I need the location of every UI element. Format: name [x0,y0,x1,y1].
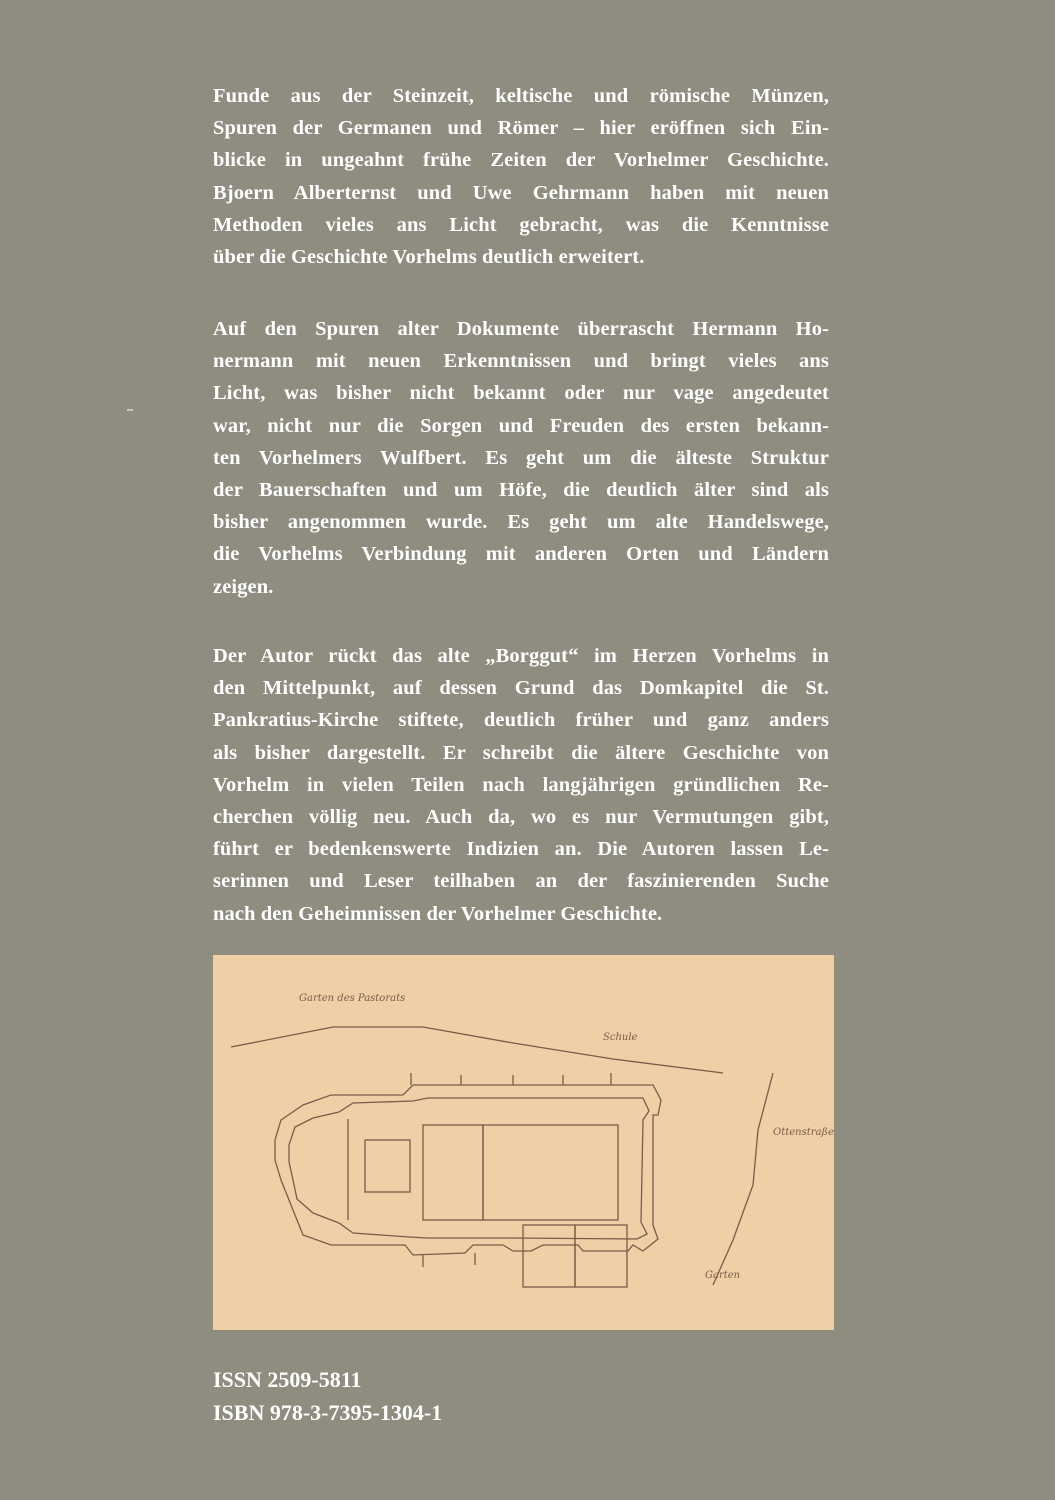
text-line: als bisher dargestellt. Er schreibt die ältere Geschichte von [213,741,829,764]
author-paragraph [213,640,829,930]
boundary-line [231,1027,723,1073]
tower-outline [365,1140,410,1192]
text-line: Methoden vieles ans Licht gebracht, was die Kenntnisse [213,213,829,236]
text-line: Spuren der Germanen und Römer – hier eröffnen sich Ein- [213,117,829,140]
text-line: die Vorhelms Verbindung mit anderen Orten und Ländern [213,543,829,566]
text-line: zeigen. [213,575,274,598]
isbn-number: ISBN 978-3-7395-1304-1 [213,1400,443,1425]
church-inner-wall [289,1098,649,1239]
text-line: blicke in ungeahnt frühe Zeiten der Vorhelmer Geschichte. [213,149,829,172]
text-line: war, nicht nur die Sorgen und Freuden des ersten bekann- [213,414,829,437]
sacristy-left [523,1225,575,1287]
street-line [713,1073,773,1285]
plan-label-garden: Garten [705,1270,741,1281]
text-line: Auf den Spuren alter Dokumente überrascht Hermann Ho- [213,318,829,340]
text-line: den Mittelpunkt, auf dessen Grund das Domkapitel die St. [213,677,829,700]
documents-paragraph [213,313,829,603]
plan-label-school: Schule [603,1032,638,1043]
publication-codes [213,1363,442,1429]
text-line: nach den Geheimnissen der Vorhelmer Geschichte. [213,902,663,925]
text-line: Der Autor rückt das alte „Borggut“ im Herzen Vorhelms in [213,645,829,667]
plan-label-street: Ottenstraße [773,1127,834,1138]
floor-plan-drawing [213,955,834,1330]
church-outer-wall [275,1085,661,1255]
text-line: bisher angenommen wurde. Es geht um alte Handelswege, [213,511,829,534]
plan-label-garden-rectory: Garten des Pastorats [299,993,406,1004]
sacristy-right [575,1225,627,1287]
text-line: über die Geschichte Vorhelms deutlich erweitert. [213,246,645,269]
intro-paragraph [213,80,829,273]
text-line: Licht, was bisher nicht bekannt oder nur vage angedeutet [213,382,829,405]
text-line: führt er bedenkenswerte Indizien an. Die Autoren lassen Le- [213,838,829,861]
text-line: serinnen und Leser teilhaben an der faszinierenden Suche [213,870,829,893]
text-line: Funde aus der Steinzeit, keltische und römische Münzen, [213,85,829,107]
text-line: cherchen völlig neu. Auch da, wo es nur Vermutungen gibt, [213,806,829,829]
text-line: Bjoern Alberternst und Uwe Gehrmann haben mit neuen [213,181,829,204]
issn-number: ISSN 2509-5811 [213,1367,362,1392]
church-floor-plan [213,955,834,1330]
nave-bay [423,1125,483,1220]
choir-bay [483,1125,618,1220]
text-line: der Bauerschaften und um Höfe, die deutlich älter sind als [213,479,829,502]
text-line: Pankratius-Kirche stiftete, deutlich früher und ganz anders [213,709,829,732]
text-line: ten Vorhelmers Wulfbert. Es geht um die älteste Struktur [213,446,829,469]
text-line: Vorhelm in vielen Teilen nach langjährigen gründlichen Re- [213,773,829,796]
print-speck [127,409,133,411]
text-line: nermann mit neuen Erkenntnissen und bringt vieles ans [213,350,829,373]
